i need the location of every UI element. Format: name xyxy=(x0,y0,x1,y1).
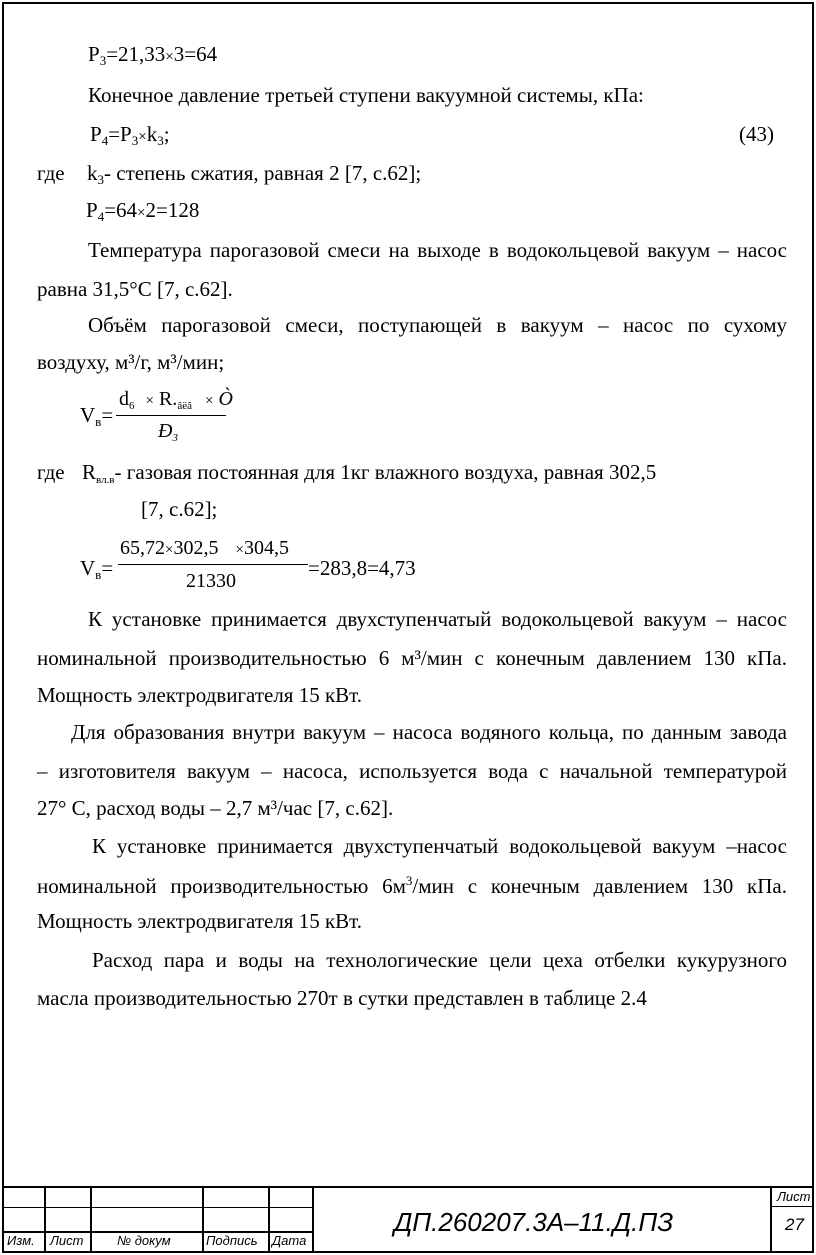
equation-number: (43) xyxy=(739,122,774,146)
d-symbol: d xyxy=(119,388,129,410)
k-symbol: k xyxy=(87,161,98,185)
paragraph-water-line2: – изготовителя вакуум – насоса, используется вода с начальной температурой xyxy=(37,759,787,783)
stamp-col-line xyxy=(90,1186,92,1253)
subscript: в xyxy=(95,414,102,429)
formula2-lhs xyxy=(80,558,113,581)
formula-text: 2=128 xyxy=(145,198,200,222)
stamp-dokum-label: № докум xyxy=(117,1233,171,1248)
formula1-denominator xyxy=(158,421,178,444)
subscript: 3 xyxy=(97,172,104,187)
formula1-lhs xyxy=(80,405,113,428)
formula1-numerator xyxy=(119,389,233,412)
k-symbol: k xyxy=(146,122,158,146)
r-symbol: R xyxy=(82,460,97,484)
number: 65,72 xyxy=(120,537,165,559)
definition-text: - степень сжатия, равная 2 [7, с.62]; xyxy=(104,161,422,185)
stamp-podpis-label: Подпись xyxy=(206,1233,258,1248)
stamp-col-line xyxy=(312,1186,314,1253)
text-part: /мин с конечным давлением 130 кПа. xyxy=(412,874,787,898)
formula-p4-value xyxy=(86,200,199,223)
stamp-col-line xyxy=(44,1186,46,1253)
number: 304,5 xyxy=(243,537,289,559)
number: 302,5 xyxy=(173,537,219,559)
paragraph-pump2-line1: К установке принимается двухступенчатый водокольцевой вакуум –насос xyxy=(92,834,787,858)
paragraph-pump-line2: номинальной производительностью 6 м³/мин с конечным давлением 130 кПа. xyxy=(37,646,787,670)
times-sign: × xyxy=(138,129,147,145)
times-sign: × xyxy=(235,542,244,558)
paragraph-volume-line1: Объём парогазовой смеси, поступающей в вакуум – насос по сухому xyxy=(88,313,787,337)
gas-constant-reference: [7, с.62]; xyxy=(141,497,218,521)
stamp-col-line xyxy=(770,1186,772,1253)
equals-sign: = xyxy=(101,403,114,427)
p-symbol: Ð xyxy=(158,420,173,442)
stamp-sheet-line xyxy=(770,1206,814,1207)
formula1-fraction-bar xyxy=(116,415,226,416)
times-sign: × xyxy=(165,49,174,65)
formula-p4-general xyxy=(90,124,170,147)
times-sign: × xyxy=(137,205,146,221)
formula-text: 3=64 xyxy=(173,42,218,66)
p-symbol: P xyxy=(88,42,100,66)
paragraph-temperature-line1: Температура парогазовой смеси на выходе в водокольцевой вакуум – насос xyxy=(88,238,787,262)
stamp-col-line xyxy=(202,1186,204,1253)
compression-ratio-definition xyxy=(87,163,421,186)
formula2-result: =283,8=4,73 xyxy=(308,556,416,580)
final-pressure-heading: Конечное давление третьей ступени вакуумной системы, кПа: xyxy=(88,83,644,107)
formula2-fraction-bar xyxy=(118,564,308,565)
p-symbol: P xyxy=(90,122,102,146)
subscript: вл.в xyxy=(96,474,115,486)
paragraph-consumption-line2: масла производительностью 270т в сутки представлен в таблице 2.4 xyxy=(37,986,647,1010)
stamp-list-label: Лист xyxy=(50,1233,84,1248)
formula-text: =21,33 xyxy=(106,42,166,66)
paragraph-pump2-line2 xyxy=(37,874,787,897)
title-block xyxy=(2,1186,814,1253)
v-symbol: V xyxy=(80,556,96,580)
stamp-col-line xyxy=(268,1186,270,1253)
subscript: âëâ xyxy=(177,400,192,412)
where-label-2: где xyxy=(37,460,65,484)
subscript: 3 xyxy=(99,53,107,68)
subscript: 4 xyxy=(101,133,109,148)
subscript: 3 xyxy=(131,133,139,148)
paragraph-volume-line2: воздуху, м³/г, м³/мин; xyxy=(37,350,225,374)
paragraph-pump-line1: К установке принимается двухступенчатый водокольцевой вакуум – насос xyxy=(88,607,787,631)
superscript: 3 xyxy=(405,873,413,888)
paragraph-pump2-line3: Мощность электродвигателя 15 кВт. xyxy=(37,909,363,933)
subscript: 3 xyxy=(172,432,178,444)
stamp-data-label: Дата xyxy=(272,1233,307,1248)
t-symbol: Ò xyxy=(218,388,233,410)
subscript: 6 xyxy=(129,400,135,412)
paragraph-water-line1: Для образования внутри вакуум – насоса водяного кольца, по данным завода xyxy=(71,720,787,744)
text-part: номинальной производительностью 6м xyxy=(37,874,406,898)
paragraph-temperature-line2: равна 31,5°С [7, с.62]. xyxy=(37,277,233,301)
sheet-number: 27 xyxy=(785,1215,804,1234)
formula2-numerator xyxy=(120,538,289,558)
formula-text: ; xyxy=(163,122,170,146)
paragraph-water-line3: 27° С, расход воды – 2,7 м³/час [7, с.62]. xyxy=(37,796,394,820)
gas-constant-definition xyxy=(82,462,656,486)
paragraph-pump-line3: Мощность электродвигателя 15 кВт. xyxy=(37,683,363,707)
subscript: 3 xyxy=(157,133,164,148)
v-symbol: V xyxy=(80,403,96,427)
p-symbol: P xyxy=(86,198,98,222)
formula-text: =P xyxy=(108,122,132,146)
equals-sign: = xyxy=(101,556,114,580)
paragraph-consumption-line1: Расход пара и воды на технологические цели цеха отбелки кукурузного xyxy=(92,948,787,972)
stamp-sheet-label: Лист xyxy=(777,1189,811,1204)
times-sign: × xyxy=(145,393,154,409)
stamp-row-line xyxy=(2,1207,313,1208)
document-number: ДП.260207.3А–11.Д.ПЗ xyxy=(394,1207,674,1237)
subscript: в xyxy=(95,567,102,582)
times-sign: × xyxy=(204,393,214,409)
r-symbol: R. xyxy=(158,388,178,410)
times-sign: × xyxy=(165,542,174,558)
subscript: 4 xyxy=(97,209,105,224)
formula-text: =64 xyxy=(104,198,138,222)
formula-p3 xyxy=(88,44,217,67)
formula2-denominator: 21330 xyxy=(186,570,236,592)
definition-text: - газовая постоянная для 1кг влажного воздуха, равная 302,5 xyxy=(114,460,657,484)
stamp-top-border xyxy=(2,1186,814,1188)
where-label: где xyxy=(37,161,65,185)
stamp-izm-label: Изм. xyxy=(7,1233,35,1248)
